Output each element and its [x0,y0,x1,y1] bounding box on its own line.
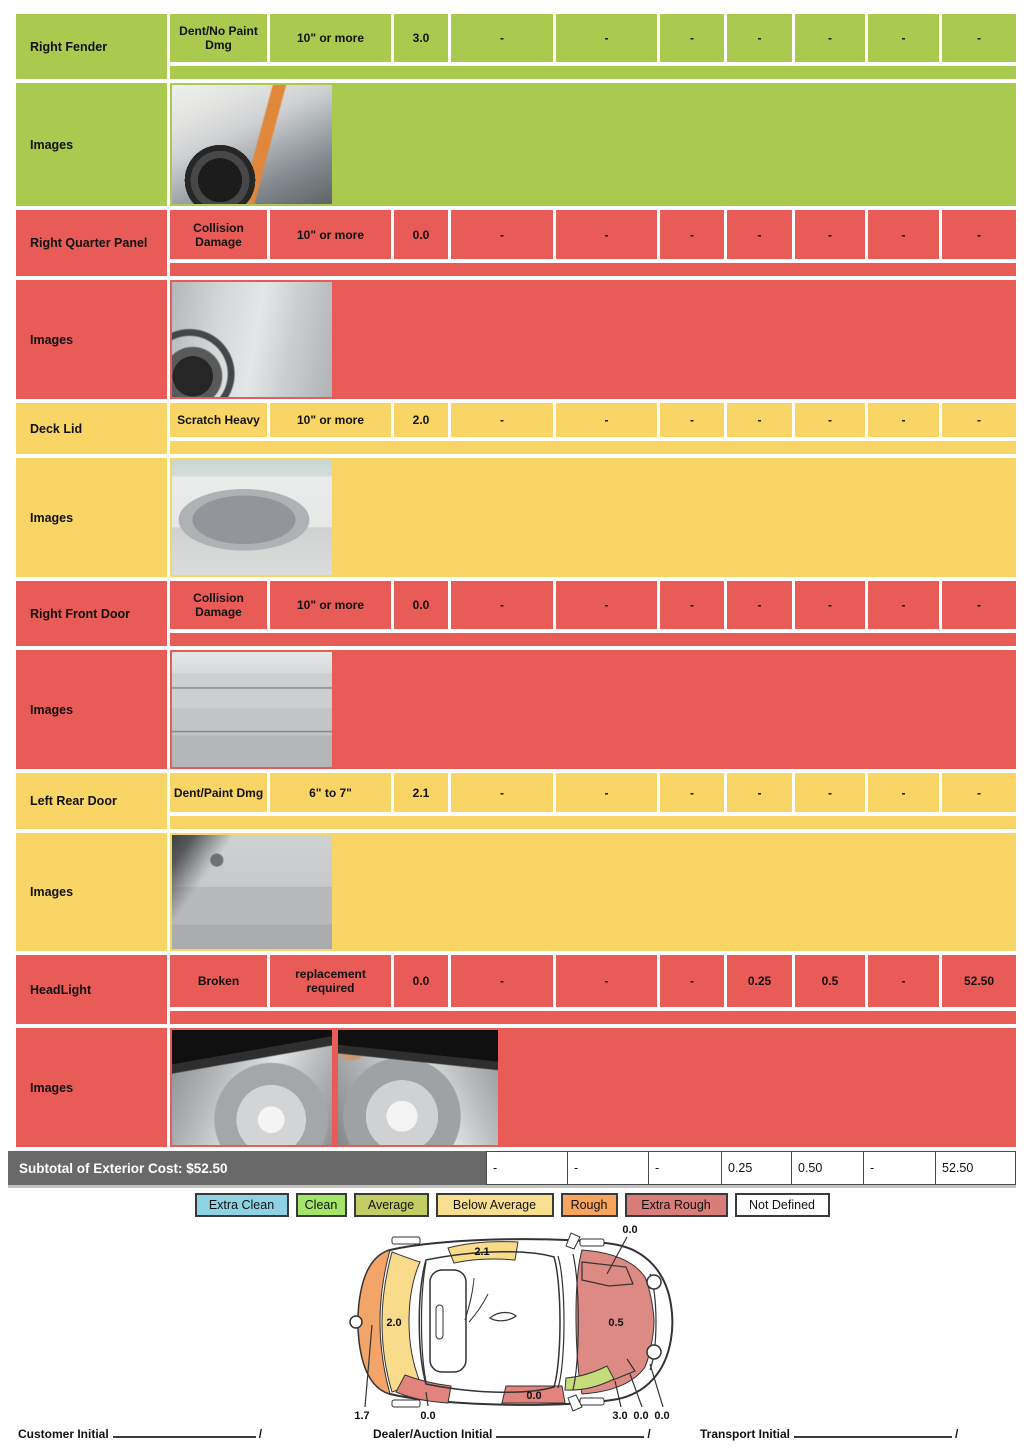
cost-cell: - [660,210,724,259]
subtotal-cell: 0.25 [722,1151,792,1185]
part-name-cell: Right Fender [16,14,167,79]
diagram-label-top-headlight: 0.0 [622,1224,638,1236]
images-label-cell: Images [16,650,167,769]
transport-initial-field [700,1425,958,1441]
row-strip [170,441,1016,454]
subtotal-label: Subtotal of Exterior Cost: $52.50 [8,1151,486,1185]
damage-type-cell: Dent/Paint Dmg [170,773,267,812]
subtotal-cell: 52.50 [936,1151,1016,1185]
cost-cell: - [795,210,865,259]
cost-cell: - [660,581,724,629]
slash: / [258,1427,263,1441]
damage-type-cell: Collision Damage [170,581,267,629]
row-cells [170,955,1016,1024]
part-name-cell: Left Rear Door [16,773,167,829]
table-row [16,955,1016,1024]
rear-glass [430,1270,466,1372]
row-cell-grid [170,210,1016,259]
diagram-label-headlight: 0.0 [654,1410,670,1422]
legend-item-clean: Clean [296,1193,347,1217]
diagram-label-hood: 0.5 [608,1317,624,1329]
dealer-auction-initial-label: Dealer/Auction Initial [373,1427,493,1441]
subtotal-cell: - [864,1151,936,1185]
footer [0,1425,1024,1445]
dealer-auction-initial-field [373,1425,651,1441]
cost-cell: - [727,581,792,629]
front-marker-bottom [647,1345,661,1359]
cost-cell: - [727,210,792,259]
cost-cell: - [942,210,1016,259]
images-area [170,280,1016,399]
front-marker-top [647,1275,661,1289]
table-row [16,210,1016,276]
subtotal-row [8,1151,1016,1185]
cost-cell: - [727,403,792,437]
vehicle-diagram [330,1222,710,1427]
damage-photo[interactable] [172,835,332,949]
row-cell-grid [170,581,1016,629]
cost-cell: - [660,773,724,812]
table-row [16,403,1016,454]
images-row [16,833,1016,951]
damage-photo[interactable] [338,1030,498,1145]
damage-type-cell: Scratch Heavy [170,403,267,437]
row-cells [170,210,1016,276]
damage-value-cell: 0.0 [394,955,448,1007]
cost-cell: - [451,14,553,62]
row-strip [170,1011,1016,1024]
customer-initial-field [18,1425,262,1441]
images-label-cell: Images [16,458,167,577]
slash: / [955,1427,959,1441]
diagram-label-deck-lid: 2.0 [386,1317,402,1329]
damage-type-cell: Broken [170,955,267,1007]
signature-line [113,1425,256,1438]
diagram-label-right-front-door: 0.0 [526,1390,542,1402]
cost-cell: 52.50 [942,955,1016,1007]
cost-cell: - [451,773,553,812]
damage-size-cell: 10" or more [270,14,391,62]
damage-size-cell: 10" or more [270,581,391,629]
cost-cell: - [795,14,865,62]
part-name-cell: Deck Lid [16,403,167,454]
cost-cell: - [868,773,939,812]
images-row [16,650,1016,769]
cost-cell: - [556,210,657,259]
legend-item-extra-clean: Extra Clean [195,1193,289,1217]
subtotal-cell: - [649,1151,722,1185]
diagram-label-front-corner: 0.0 [633,1410,649,1422]
cost-cell: - [942,581,1016,629]
report-table [16,14,1016,1151]
cost-cell: - [868,403,939,437]
damage-photo[interactable] [172,1030,332,1145]
images-area [170,1028,1016,1147]
trim-rear-left [392,1237,420,1244]
images-row [16,458,1016,577]
images-label-cell: Images [16,280,167,399]
damage-size-cell: 10" or more [270,210,391,259]
customer-initial-label: Customer Initial [18,1427,109,1441]
damage-size-cell: 10" or more [270,403,391,437]
legend-item-rough: Rough [561,1193,618,1217]
condition-legend [0,1193,1024,1217]
row-cells [170,773,1016,829]
row-cells [170,403,1016,454]
images-area [170,83,1016,206]
damage-photo[interactable] [172,282,332,397]
damage-photo[interactable] [172,85,332,204]
images-area [170,458,1016,577]
damage-type-cell: Dent/No Paint Dmg [170,14,267,62]
cost-cell: - [795,773,865,812]
diagram-label-rear-bumper: 1.7 [354,1410,370,1422]
cost-cell: - [660,14,724,62]
cost-cell: - [942,773,1016,812]
cost-cell: - [451,581,553,629]
trim-front-left [580,1239,604,1246]
damage-value-cell: 2.1 [394,773,448,812]
row-cell-grid [170,14,1016,62]
legend-item-average: Average [354,1193,429,1217]
cost-cell: - [868,210,939,259]
cost-cell: 0.5 [795,955,865,1007]
cost-cell: - [556,773,657,812]
row-cell-grid [170,403,1016,437]
cost-cell: - [942,403,1016,437]
slash: / [647,1427,651,1441]
damage-value-cell: 0.0 [394,210,448,259]
images-row [16,280,1016,399]
damage-size-cell: replacement required [270,955,391,1007]
damage-type-cell: Collision Damage [170,210,267,259]
cost-cell: - [868,14,939,62]
images-area [170,650,1016,769]
part-name-cell: Right Front Door [16,581,167,646]
images-area [170,833,1016,951]
row-cells [170,581,1016,646]
table-row [16,14,1016,79]
part-name-cell: HeadLight [16,955,167,1024]
diagram-label-right-fender: 3.0 [612,1410,628,1422]
signature-line [496,1425,644,1438]
legend-item-not-defined: Not Defined [735,1193,830,1217]
cost-cell: - [451,210,553,259]
cost-cell: - [795,403,865,437]
table-row [16,773,1016,829]
row-strip [170,633,1016,646]
tow-hook [350,1316,362,1328]
cost-cell: - [556,14,657,62]
cost-cell: - [868,955,939,1007]
subtotal-cells [486,1151,1016,1185]
row-cells [170,14,1016,79]
trim-front-right [580,1398,604,1405]
cost-cell: 0.25 [727,955,792,1007]
row-strip [170,816,1016,829]
subtotal-cell: 0.50 [792,1151,864,1185]
table-row [16,581,1016,646]
subtotal-cell: - [486,1151,568,1185]
damage-photo[interactable] [172,460,332,575]
cost-cell: - [660,403,724,437]
images-label-cell: Images [16,1028,167,1147]
cost-cell: - [795,581,865,629]
cost-cell: - [556,581,657,629]
cost-cell: - [451,955,553,1007]
cost-cell: - [727,14,792,62]
row-strip [170,66,1016,79]
cost-cell: - [942,14,1016,62]
trim-rear-right [392,1400,420,1407]
legend-item-below-average: Below Average [436,1193,554,1217]
damage-value-cell: 2.0 [394,403,448,437]
cost-cell: - [556,403,657,437]
cost-cell: - [868,581,939,629]
cost-cell: - [660,955,724,1007]
cost-cell: - [727,773,792,812]
row-cell-grid [170,773,1016,812]
subtotal-cell: - [568,1151,649,1185]
images-label-cell: Images [16,83,167,206]
part-name-cell: Right Quarter Panel [16,210,167,276]
cost-cell: - [556,955,657,1007]
diagram-label-left-rear-door: 2.1 [474,1246,490,1258]
damage-size-cell: 6" to 7" [270,773,391,812]
damage-photo[interactable] [172,652,332,767]
transport-initial-label: Transport Initial [700,1427,791,1441]
diagram-label-right-quarter: 0.0 [420,1410,436,1422]
legend-item-extra-rough: Extra Rough [625,1193,728,1217]
images-row [16,1028,1016,1147]
cost-cell: - [451,403,553,437]
damage-value-cell: 3.0 [394,14,448,62]
row-cell-grid [170,955,1016,1007]
row-strip [170,263,1016,276]
images-row [16,83,1016,206]
signature-line [794,1425,952,1438]
images-label-cell: Images [16,833,167,951]
damage-value-cell: 0.0 [394,581,448,629]
